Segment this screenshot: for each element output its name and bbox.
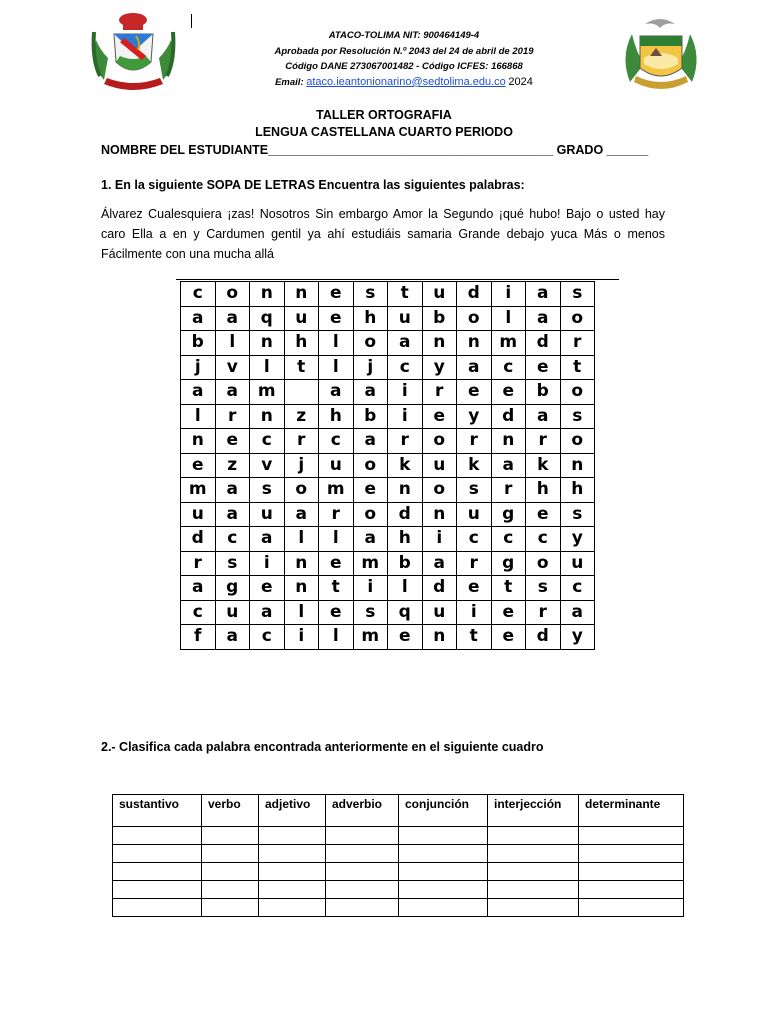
- answer-cell[interactable]: [259, 881, 326, 899]
- grid-cell: a: [250, 527, 285, 552]
- grid-cell: a: [560, 600, 595, 625]
- grid-cell: z: [215, 453, 250, 478]
- email-year: 2024: [508, 76, 533, 88]
- grid-cell: [284, 380, 319, 405]
- grid-cell: o: [422, 429, 457, 454]
- table-row: [113, 863, 684, 881]
- grid-cell: y: [560, 527, 595, 552]
- grid-row: [181, 380, 595, 405]
- grid-cell: a: [284, 502, 319, 527]
- answer-cell[interactable]: [113, 827, 202, 845]
- grid-row: [181, 625, 595, 650]
- answer-cell[interactable]: [579, 881, 684, 899]
- grid-cell: a: [353, 380, 388, 405]
- grid-cell: l: [319, 331, 354, 356]
- grid-cell: h: [353, 306, 388, 331]
- table-row: [113, 899, 684, 917]
- grid-cell: u: [319, 453, 354, 478]
- grid-cell: c: [250, 429, 285, 454]
- classification-header-row: [113, 795, 684, 827]
- answer-cell[interactable]: [113, 881, 202, 899]
- grid-cell: e: [319, 600, 354, 625]
- grid-cell: l: [284, 600, 319, 625]
- institution-line: ATACO-TOLIMA NIT: 900464149-4: [328, 30, 480, 41]
- answer-cell[interactable]: [202, 863, 259, 881]
- answer-cell[interactable]: [326, 845, 399, 863]
- grid-cell: s: [560, 282, 595, 307]
- grid-cell: k: [388, 453, 423, 478]
- answer-cell[interactable]: [488, 863, 579, 881]
- grid-cell: u: [181, 502, 216, 527]
- table-row: [113, 827, 684, 845]
- grid-cell: n: [284, 282, 319, 307]
- grid-cell: r: [284, 429, 319, 454]
- grid-cell: m: [319, 478, 354, 503]
- grid-cell: r: [526, 600, 561, 625]
- grid-cell: b: [422, 306, 457, 331]
- grid-cell: a: [215, 625, 250, 650]
- grid-cell: g: [491, 551, 526, 576]
- word-search-grid: [180, 281, 595, 650]
- grid-cell: e: [319, 282, 354, 307]
- grid-cell: d: [491, 404, 526, 429]
- column-header: sustantivo: [113, 795, 202, 827]
- question-1-heading: 1. En la siguiente SOPA DE LETRAS Encuentra las siguientes palabras:: [101, 178, 525, 192]
- grid-cell: e: [250, 576, 285, 601]
- grid-cell: u: [422, 282, 457, 307]
- grid-cell: r: [560, 331, 595, 356]
- grid-cell: e: [526, 502, 561, 527]
- grid-cell: o: [284, 478, 319, 503]
- grid-cell: e: [353, 478, 388, 503]
- grid-cell: d: [526, 625, 561, 650]
- grid-cell: m: [491, 331, 526, 356]
- grid-cell: r: [491, 478, 526, 503]
- answer-cell[interactable]: [488, 881, 579, 899]
- grid-cell: e: [491, 380, 526, 405]
- school-crest-logo: [86, 10, 181, 98]
- grid-cell: c: [560, 576, 595, 601]
- grid-cell: s: [526, 576, 561, 601]
- grid-cell: u: [215, 600, 250, 625]
- grid-row: [181, 429, 595, 454]
- grid-cell: n: [560, 453, 595, 478]
- grid-cell: h: [388, 527, 423, 552]
- grid-cell: a: [181, 380, 216, 405]
- grid-cell: c: [491, 355, 526, 380]
- email-link[interactable]: ataco.ieantonionarino@sedtolima.edu.co: [306, 76, 506, 88]
- grid-cell: o: [353, 453, 388, 478]
- grid-cell: a: [353, 429, 388, 454]
- grid-cell: o: [560, 429, 595, 454]
- grid-cell: d: [422, 576, 457, 601]
- grid-cell: e: [422, 404, 457, 429]
- grid-cell: s: [215, 551, 250, 576]
- grid-cell: l: [215, 331, 250, 356]
- answer-cell[interactable]: [488, 899, 579, 917]
- grid-cell: u: [422, 600, 457, 625]
- answer-cell[interactable]: [259, 899, 326, 917]
- grid-cell: i: [388, 404, 423, 429]
- grid-cell: m: [353, 625, 388, 650]
- grid-cell: r: [457, 551, 492, 576]
- question-2-heading: 2.- Clasifica cada palabra encontrada anteriormente en el siguiente cuadro: [101, 740, 544, 754]
- grid-cell: c: [215, 527, 250, 552]
- answer-cell[interactable]: [399, 827, 488, 845]
- grid-cell: c: [457, 527, 492, 552]
- grid-cell: o: [353, 502, 388, 527]
- grid-cell: b: [526, 380, 561, 405]
- grid-cell: a: [491, 453, 526, 478]
- column-header: determinante: [579, 795, 684, 827]
- grid-cell: t: [319, 576, 354, 601]
- answer-cell[interactable]: [326, 827, 399, 845]
- grid-cell: o: [422, 478, 457, 503]
- grid-cell: q: [250, 306, 285, 331]
- answer-cell[interactable]: [488, 827, 579, 845]
- grid-cell: a: [250, 600, 285, 625]
- grid-cell: h: [560, 478, 595, 503]
- grid-cell: m: [250, 380, 285, 405]
- classification-table: [112, 794, 684, 917]
- grid-row: [181, 404, 595, 429]
- grid-row: [181, 600, 595, 625]
- grid-row: [181, 306, 595, 331]
- grid-cell: c: [181, 282, 216, 307]
- grid-cell: c: [388, 355, 423, 380]
- grid-cell: b: [388, 551, 423, 576]
- grid-cell: u: [457, 502, 492, 527]
- answer-cell[interactable]: [326, 881, 399, 899]
- grid-cell: d: [388, 502, 423, 527]
- answer-cell[interactable]: [579, 827, 684, 845]
- text-cursor: [191, 14, 192, 28]
- grid-cell: l: [319, 625, 354, 650]
- answer-cell[interactable]: [326, 863, 399, 881]
- grid-cell: a: [526, 404, 561, 429]
- codes-line: Código DANE 273067001482 - Código ICFES: 166868: [285, 61, 523, 72]
- grid-cell: r: [457, 429, 492, 454]
- grid-cell: u: [284, 306, 319, 331]
- grid-cell: n: [422, 331, 457, 356]
- resolution-line: Aprobada por Resolución N.º 2043 del 24 de abril de 2019: [274, 46, 534, 57]
- answer-cell[interactable]: [259, 845, 326, 863]
- grid-cell: o: [353, 331, 388, 356]
- grid-row: [181, 282, 595, 307]
- email-line: [184, 76, 624, 88]
- email-label: Email:: [275, 77, 304, 88]
- workshop-title: TALLER ORTOGRAFIA: [316, 108, 452, 122]
- grid-cell: s: [457, 478, 492, 503]
- grid-cell: r: [181, 551, 216, 576]
- grid-cell: c: [319, 429, 354, 454]
- answer-cell[interactable]: [579, 845, 684, 863]
- grid-cell: r: [526, 429, 561, 454]
- grid-cell: n: [181, 429, 216, 454]
- grid-cell: t: [457, 625, 492, 650]
- grid-cell: s: [353, 600, 388, 625]
- grid-cell: b: [353, 404, 388, 429]
- grid-cell: a: [457, 355, 492, 380]
- grid-cell: c: [526, 527, 561, 552]
- grid-cell: l: [181, 404, 216, 429]
- grid-cell: a: [353, 527, 388, 552]
- grid-cell: i: [491, 282, 526, 307]
- grid-cell: u: [250, 502, 285, 527]
- grid-cell: h: [319, 404, 354, 429]
- student-name-line: NOMBRE DEL ESTUDIANTE_________________________________________ GRADO ______: [101, 143, 649, 157]
- column-header: conjunción: [399, 795, 488, 827]
- answer-cell[interactable]: [202, 899, 259, 917]
- grid-cell: n: [284, 551, 319, 576]
- grid-cell: u: [388, 306, 423, 331]
- grid-row: [181, 355, 595, 380]
- grid-cell: k: [526, 453, 561, 478]
- words-to-find: Álvarez Cualesquiera ¡zas! Nosotros Sin embargo Amor la Segundo ¡qué hubo! Bajo o usted hay caro Ella a en y Cardumen gentil ya ahí estudiáis samaria Grande debajo yuca Más o menos Fácilmente con una mucha allá: [101, 207, 665, 261]
- answer-cell[interactable]: [113, 899, 202, 917]
- grid-cell: c: [181, 600, 216, 625]
- grid-cell: j: [181, 355, 216, 380]
- grid-cell: a: [215, 478, 250, 503]
- grid-cell: a: [388, 331, 423, 356]
- answer-cell[interactable]: [399, 899, 488, 917]
- subject-title: LENGUA CASTELLANA CUARTO PERIODO: [255, 125, 513, 139]
- grid-cell: z: [284, 404, 319, 429]
- grid-top-rule: [176, 279, 619, 280]
- grid-cell: i: [353, 576, 388, 601]
- grid-cell: f: [181, 625, 216, 650]
- grid-cell: s: [353, 282, 388, 307]
- grid-cell: m: [181, 478, 216, 503]
- answer-cell[interactable]: [113, 845, 202, 863]
- grid-cell: n: [388, 478, 423, 503]
- grid-cell: l: [250, 355, 285, 380]
- grid-row: [181, 453, 595, 478]
- grid-cell: v: [215, 355, 250, 380]
- answer-cell[interactable]: [259, 827, 326, 845]
- grid-cell: d: [457, 282, 492, 307]
- grid-cell: e: [457, 380, 492, 405]
- grid-cell: c: [250, 625, 285, 650]
- answer-cell[interactable]: [488, 845, 579, 863]
- grid-cell: a: [181, 576, 216, 601]
- grid-cell: n: [250, 282, 285, 307]
- grid-row: [181, 478, 595, 503]
- grid-cell: i: [457, 600, 492, 625]
- grid-cell: d: [526, 331, 561, 356]
- column-header: interjección: [488, 795, 579, 827]
- grid-cell: o: [215, 282, 250, 307]
- grid-cell: n: [457, 331, 492, 356]
- grid-cell: o: [457, 306, 492, 331]
- grid-cell: l: [319, 527, 354, 552]
- grid-cell: r: [215, 404, 250, 429]
- grid-cell: u: [560, 551, 595, 576]
- grid-cell: c: [491, 527, 526, 552]
- municipal-crest-logo: [620, 12, 702, 98]
- grid-cell: a: [215, 306, 250, 331]
- grid-cell: s: [560, 502, 595, 527]
- grid-cell: n: [250, 331, 285, 356]
- grid-cell: j: [284, 453, 319, 478]
- answer-cell[interactable]: [326, 899, 399, 917]
- grid-cell: a: [526, 282, 561, 307]
- grid-cell: g: [491, 502, 526, 527]
- answer-cell[interactable]: [399, 863, 488, 881]
- grid-cell: a: [215, 502, 250, 527]
- answer-cell[interactable]: [579, 899, 684, 917]
- answer-cell[interactable]: [579, 863, 684, 881]
- grid-cell: y: [457, 404, 492, 429]
- column-header: adverbio: [326, 795, 399, 827]
- grid-cell: e: [457, 576, 492, 601]
- grid-cell: y: [422, 355, 457, 380]
- grid-cell: i: [388, 380, 423, 405]
- grid-cell: o: [560, 306, 595, 331]
- column-header: verbo: [202, 795, 259, 827]
- grid-cell: l: [388, 576, 423, 601]
- grid-cell: y: [560, 625, 595, 650]
- grid-cell: e: [491, 600, 526, 625]
- grid-cell: r: [319, 502, 354, 527]
- grid-cell: d: [181, 527, 216, 552]
- answer-cell[interactable]: [113, 863, 202, 881]
- grid-cell: b: [181, 331, 216, 356]
- grid-cell: i: [422, 527, 457, 552]
- answer-cell[interactable]: [202, 881, 259, 899]
- grid-cell: o: [560, 380, 595, 405]
- grid-cell: e: [319, 306, 354, 331]
- grid-cell: n: [422, 625, 457, 650]
- grid-cell: j: [353, 355, 388, 380]
- grid-cell: l: [491, 306, 526, 331]
- grid-cell: a: [422, 551, 457, 576]
- grid-cell: n: [250, 404, 285, 429]
- grid-cell: o: [526, 551, 561, 576]
- grid-row: [181, 331, 595, 356]
- table-row: [113, 845, 684, 863]
- grid-cell: l: [319, 355, 354, 380]
- table-row: [113, 881, 684, 899]
- grid-cell: r: [388, 429, 423, 454]
- grid-cell: e: [215, 429, 250, 454]
- grid-cell: a: [526, 306, 561, 331]
- grid-cell: e: [181, 453, 216, 478]
- grid-cell: s: [560, 404, 595, 429]
- grid-row: [181, 551, 595, 576]
- grid-cell: t: [491, 576, 526, 601]
- answer-cell[interactable]: [399, 881, 488, 899]
- grid-cell: e: [319, 551, 354, 576]
- grid-cell: t: [388, 282, 423, 307]
- grid-cell: u: [422, 453, 457, 478]
- grid-cell: h: [284, 331, 319, 356]
- grid-row: [181, 527, 595, 552]
- grid-cell: v: [250, 453, 285, 478]
- answer-cell[interactable]: [399, 845, 488, 863]
- grid-cell: a: [181, 306, 216, 331]
- answer-cell[interactable]: [202, 845, 259, 863]
- grid-cell: e: [388, 625, 423, 650]
- grid-cell: s: [250, 478, 285, 503]
- grid-cell: e: [491, 625, 526, 650]
- answer-cell[interactable]: [259, 863, 326, 881]
- grid-cell: n: [422, 502, 457, 527]
- grid-row: [181, 576, 595, 601]
- grid-cell: l: [284, 527, 319, 552]
- answer-cell[interactable]: [202, 827, 259, 845]
- grid-cell: r: [422, 380, 457, 405]
- grid-cell: g: [215, 576, 250, 601]
- grid-cell: h: [526, 478, 561, 503]
- grid-cell: e: [526, 355, 561, 380]
- column-header: adjetivo: [259, 795, 326, 827]
- grid-cell: t: [560, 355, 595, 380]
- grid-cell: t: [284, 355, 319, 380]
- grid-cell: n: [491, 429, 526, 454]
- grid-cell: n: [284, 576, 319, 601]
- grid-row: [181, 502, 595, 527]
- grid-cell: m: [353, 551, 388, 576]
- grid-cell: q: [388, 600, 423, 625]
- grid-cell: i: [284, 625, 319, 650]
- grid-cell: k: [457, 453, 492, 478]
- grid-cell: a: [215, 380, 250, 405]
- grid-cell: a: [319, 380, 354, 405]
- grid-cell: i: [250, 551, 285, 576]
